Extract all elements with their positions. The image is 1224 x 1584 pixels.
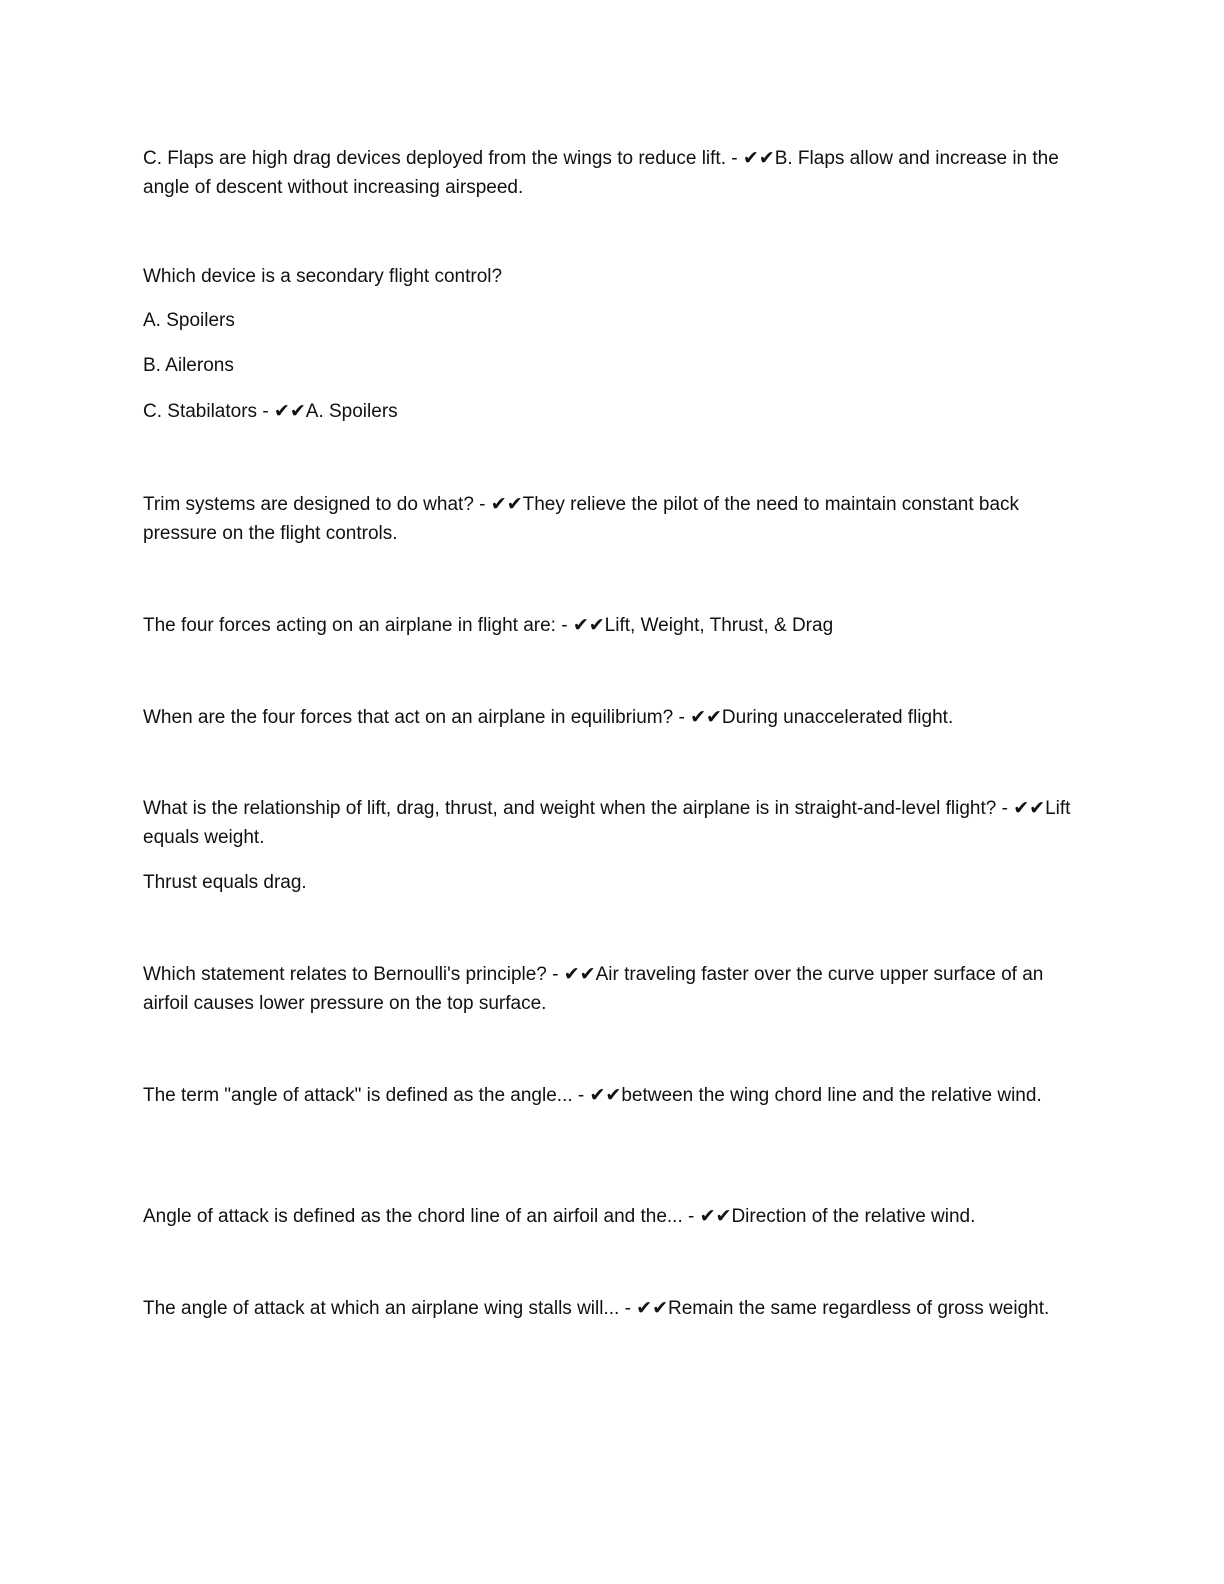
paragraph-angle-of-attack-chord: Angle of attack is defined as the chord line of an airfoil and the... - ✔✔Direction of the relative wind. [143,1206,976,1227]
paragraph-option-b: B. Ailerons [143,355,234,376]
paragraph-bernoulli: Which statement relates to Bernoulli's principle? - ✔✔Air traveling faster over the curve upper surface of an airfoil causes lower pressure on the top surface. [143,964,1044,1014]
paragraph-option-c-answer: C. Stabilators - ✔✔A. Spoilers [143,401,398,422]
paragraph-stall-angle: The angle of attack at which an airplane wing stalls will... - ✔✔Remain the same regardless of gross weight. [143,1298,1050,1319]
paragraph-straight-level-relationship: What is the relationship of lift, drag, thrust, and weight when the airplane is in straight-and-level flight? - ✔✔Lift equals weight. [143,798,1071,848]
paragraph-flaps-answer: C. Flaps are high drag devices deployed from the wings to reduce lift. - ✔✔B. Flaps allow and increase in the angle of descent without increasing airspeed. [143,148,1059,198]
paragraph-secondary-flight-control-question: Which device is a secondary flight control? [143,266,503,287]
paragraph-thrust-equals-drag: Thrust equals drag. [143,872,307,893]
paragraph-angle-of-attack-term: The term "angle of attack" is defined as the angle... - ✔✔between the wing chord line and the relative wind. [143,1085,1042,1106]
paragraph-four-forces: The four forces acting on an airplane in flight are: - ✔✔Lift, Weight, Thrust, & Drag [143,615,834,636]
paragraph-option-a: A. Spoilers [143,310,235,331]
paragraph-trim-systems: Trim systems are designed to do what? - ✔✔They relieve the pilot of the need to maintain constant back pressure on the flight controls. [143,494,1020,544]
paragraph-equilibrium: When are the four forces that act on an airplane in equilibrium? - ✔✔During unaccelerated flight. [143,707,954,728]
